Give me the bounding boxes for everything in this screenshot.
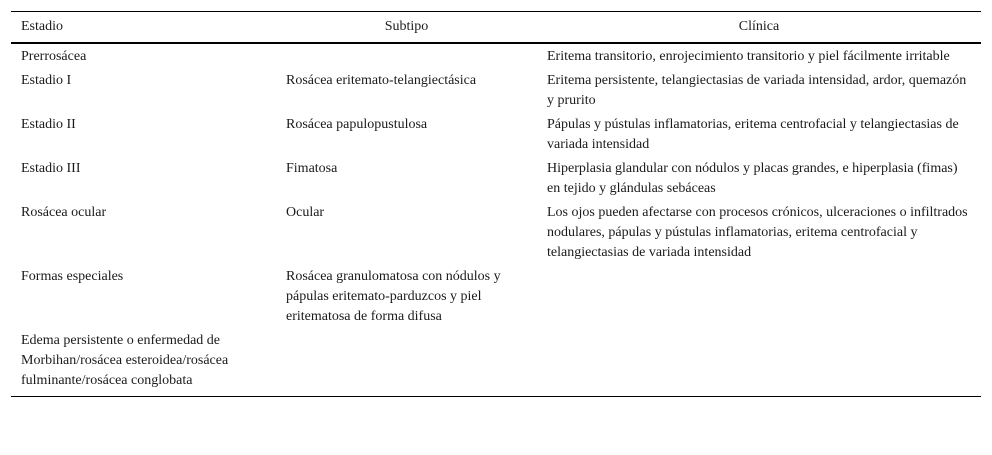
cell-estadio: Prerrosácea bbox=[21, 49, 87, 64]
cell-clinica bbox=[537, 265, 981, 329]
cell-subtipo: Ocular bbox=[286, 205, 325, 220]
cell-subtipo bbox=[276, 43, 537, 69]
header-estadio: Estadio bbox=[21, 19, 63, 34]
table-row bbox=[11, 265, 981, 329]
header-clinica: Clínica bbox=[738, 19, 780, 34]
cell-subtipo: Rosácea eritemato-telangiectásica bbox=[286, 73, 477, 88]
cell-clinica: Eritema transitorio, enrojecimiento transitorio y piel fácilmente irritable bbox=[547, 49, 950, 64]
table-row bbox=[11, 329, 981, 397]
cell-clinica: Los ojos pueden afectarse con procesos crónicos, ulceraciones o infiltrados nodulares, pápulas y pústulas inflamatorias, eritema centrofacial y telangiectasias de variada intensidad bbox=[547, 205, 968, 260]
rosacea-classification-table bbox=[11, 11, 981, 397]
header-row bbox=[11, 12, 981, 44]
rosacea-table-container bbox=[11, 11, 981, 397]
cell-clinica bbox=[537, 329, 981, 397]
cell-subtipo: Rosácea granulomatosa con nódulos y pápulas eritemato-parduzcos y piel eritematosa de forma difusa bbox=[286, 269, 501, 324]
table-header bbox=[11, 12, 981, 44]
table-body bbox=[11, 43, 981, 397]
table-row bbox=[11, 43, 981, 69]
cell-estadio: Edema persistente o enfermedad de Morbihan/rosácea esteroidea/rosácea fulminante/rosácea conglobata bbox=[21, 333, 229, 388]
table-row bbox=[11, 69, 981, 113]
table-row bbox=[11, 201, 981, 265]
header-subtipo: Subtipo bbox=[384, 19, 429, 34]
cell-subtipo: Rosácea papulopustulosa bbox=[286, 117, 428, 132]
cell-clinica: Eritema persistente, telangiectasias de variada intensidad, ardor, quemazón y prurito bbox=[547, 73, 967, 108]
cell-clinica: Pápulas y pústulas inflamatorias, eritema centrofacial y telangiectasias de variada intensidad bbox=[547, 117, 959, 152]
cell-estadio: Estadio III bbox=[21, 161, 81, 176]
cell-estadio: Estadio I bbox=[21, 73, 72, 88]
cell-estadio: Rosácea ocular bbox=[21, 205, 107, 220]
cell-subtipo bbox=[276, 329, 537, 397]
table-row bbox=[11, 157, 981, 201]
cell-subtipo: Fimatosa bbox=[286, 161, 338, 176]
cell-estadio: Estadio II bbox=[21, 117, 76, 132]
table-row bbox=[11, 113, 981, 157]
cell-clinica: Hiperplasia glandular con nódulos y placas grandes, e hiperplasia (fimas) en tejido y glándulas sebáceas bbox=[547, 161, 958, 196]
cell-estadio: Formas especiales bbox=[21, 269, 124, 284]
